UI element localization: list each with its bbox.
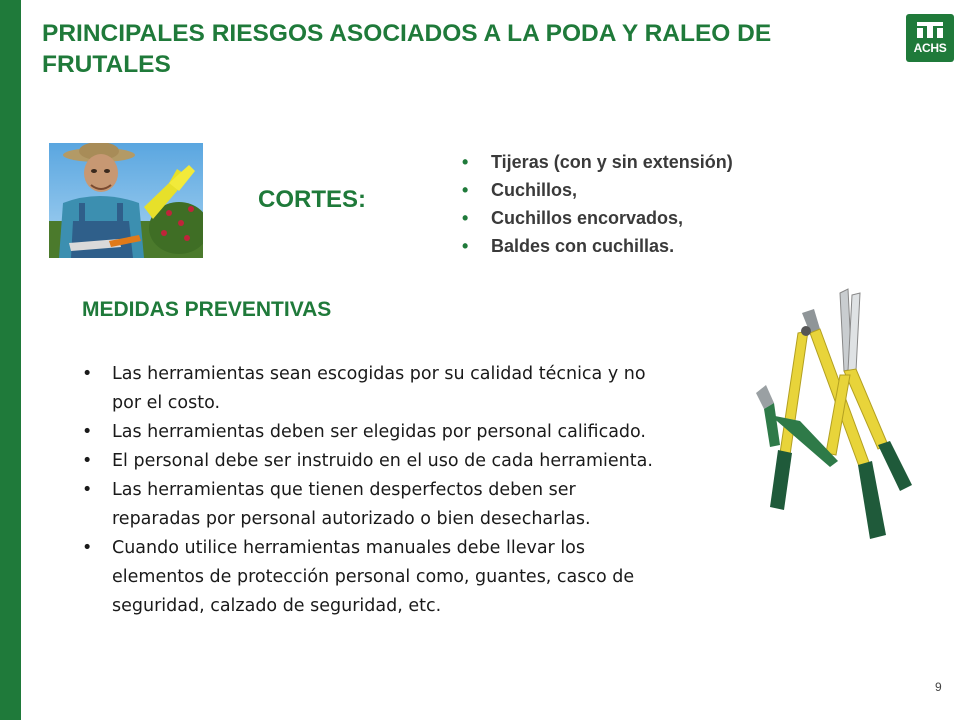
bullet: • bbox=[82, 364, 93, 384]
tool-label: Baldes con cuchillas. bbox=[491, 236, 675, 256]
bullet: • bbox=[462, 208, 469, 228]
achs-logo bbox=[906, 14, 954, 62]
page-number: 9 bbox=[935, 680, 942, 694]
list-item bbox=[462, 204, 862, 232]
list-item bbox=[462, 176, 862, 204]
slide-title: PRINCIPALES RIESGOS ASOCIADOS A LA PODA Y RALEO DE FRUTALES bbox=[42, 20, 772, 78]
cortes-label: CORTES: bbox=[258, 186, 366, 213]
farmer-illustration bbox=[49, 143, 203, 258]
logo-text: ACHS bbox=[913, 41, 947, 55]
bullet: • bbox=[82, 451, 93, 471]
logo-mark-icon bbox=[917, 22, 943, 38]
bullet: • bbox=[462, 180, 469, 200]
measures-list bbox=[82, 360, 662, 621]
tool-label: Cuchillos, bbox=[491, 180, 578, 200]
bullet: • bbox=[462, 152, 469, 172]
measures-heading: MEDIDAS PREVENTIVAS bbox=[82, 298, 332, 321]
list-item bbox=[462, 148, 862, 176]
bullet: • bbox=[82, 480, 93, 500]
side-accent-bar bbox=[0, 0, 21, 720]
bullet: • bbox=[462, 236, 469, 256]
list-item bbox=[82, 360, 662, 418]
bullet: • bbox=[82, 538, 93, 558]
measure-text: Las herramientas deben ser elegidas por personal calificado. bbox=[112, 422, 646, 442]
tools-list bbox=[462, 148, 862, 260]
list-item bbox=[82, 476, 662, 534]
list-item bbox=[82, 447, 662, 476]
list-item bbox=[462, 232, 862, 260]
tool-label: Tijeras (con y sin extensión) bbox=[491, 152, 733, 172]
measure-text: Las herramientas que tienen desperfectos deben ser reparadas por personal autorizado o bien desecharlas. bbox=[112, 480, 591, 529]
measure-text: El personal debe ser instruido en el uso de cada herramienta. bbox=[112, 451, 653, 471]
list-item bbox=[82, 534, 662, 621]
pruning-shears-image bbox=[740, 285, 930, 545]
measure-text: Las herramientas sean escogidas por su calidad técnica y no por el costo. bbox=[112, 364, 646, 413]
list-item bbox=[82, 418, 662, 447]
tool-label: Cuchillos encorvados, bbox=[491, 208, 684, 228]
bullet: • bbox=[82, 422, 93, 442]
measure-text: Cuando utilice herramientas manuales debe llevar los elementos de protección personal como, guantes, casco de seguridad, calzado de seguridad, etc. bbox=[112, 538, 635, 616]
